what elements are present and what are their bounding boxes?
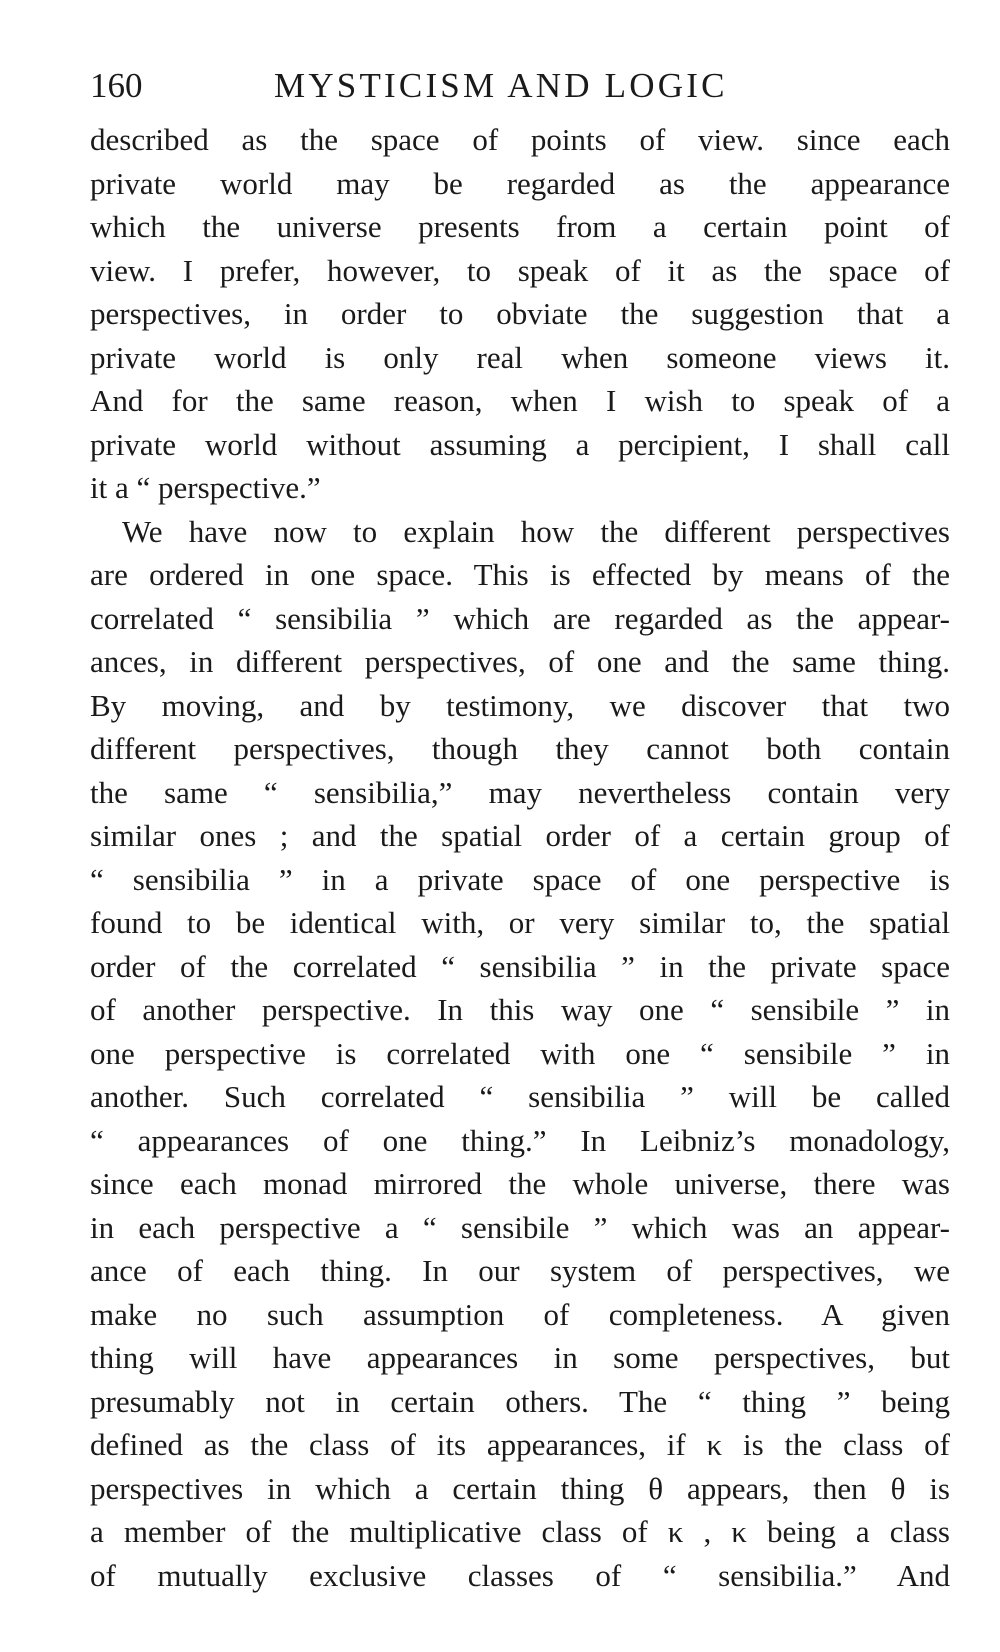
text-line: described as the space of points of view. since each	[90, 122, 950, 157]
text-line: And for the same reason, when I wish to speak of a	[90, 383, 950, 418]
text-line: perspectives, in order to obviate the suggestion that a	[90, 296, 950, 331]
page-number: 160	[90, 66, 143, 105]
text-line: of mutually exclusive classes of “ sensibilia.” And	[90, 1557, 950, 1593]
text-line: different perspectives, though they cannot both contain	[90, 731, 950, 766]
text-line: “ appearances of one thing.” In Leibniz’s monadology,	[90, 1122, 950, 1158]
running-head	[90, 60, 950, 112]
text-line: in each perspective a “ sensibile ” which was an appear-	[90, 1209, 950, 1245]
text-line: By moving, and by testimony, we discover that two	[90, 687, 950, 723]
text-line: the same “ sensibilia,” may nevertheless contain very	[90, 774, 950, 810]
text-line: ance of each thing. In our system of perspectives, we	[90, 1253, 950, 1288]
text-line: thing will have appearances in some perspectives, but	[90, 1340, 950, 1375]
text-line: which the universe presents from a certain point of	[90, 209, 950, 244]
text-line: private world may be regarded as the appearance	[90, 165, 950, 201]
text-line: found to be identical with, or very similar to, the spatial	[90, 905, 950, 940]
text-line: are ordered in one space. This is effected by means of the	[90, 557, 950, 592]
text-line: since each monad mirrored the whole universe, there was	[90, 1166, 950, 1201]
text-line: We have now to explain how the different perspectives	[122, 513, 950, 549]
text-line: correlated “ sensibilia ” which are regarded as the appear-	[90, 600, 950, 636]
book-title: MYSTICISM AND LOGIC	[274, 66, 728, 105]
text-line: similar ones ; and the spatial order of a certain group of	[90, 818, 950, 853]
text-line: it a “ perspective.”	[90, 470, 321, 505]
text-line: presumably not in certain others. The “ thing ” being	[90, 1383, 950, 1419]
text-line: view. I prefer, however, to speak of it as the space of	[90, 252, 950, 288]
text-line: perspectives in which a certain thing θ appears, then θ is	[90, 1470, 950, 1506]
text-line: one perspective is correlated with one “ sensibile ” in	[90, 1035, 950, 1071]
text-line: defined as the class of its appearances, if κ is the class of	[90, 1427, 950, 1462]
text-line: “ sensibilia ” in a private space of one perspective is	[90, 861, 950, 897]
paragraph-1	[90, 118, 950, 510]
text-line: a member of the multiplicative class of κ , κ being a class	[90, 1514, 950, 1549]
paragraph-2	[90, 510, 950, 1598]
text-line: make no such assumption of completeness. A given	[90, 1296, 950, 1332]
text-line: order of the correlated “ sensibilia ” in the private space	[90, 948, 950, 984]
text-line: of another perspective. In this way one “ sensibile ” in	[90, 992, 950, 1027]
text-line: ances, in different perspectives, of one and the same thing.	[90, 644, 950, 679]
text-line: private world without assuming a percipient, I shall call	[90, 426, 950, 462]
text-line: another. Such correlated “ sensibilia ” will be called	[90, 1079, 950, 1114]
text-line: private world is only real when someone views it.	[90, 339, 950, 375]
body-text	[90, 118, 950, 1597]
